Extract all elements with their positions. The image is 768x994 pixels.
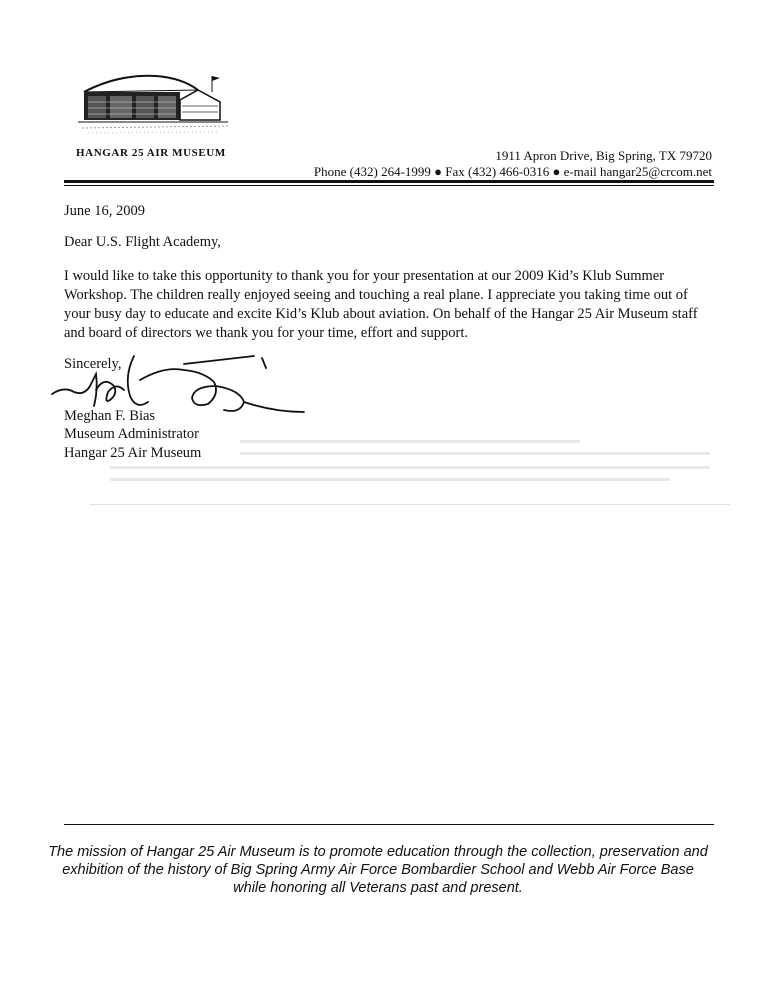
- org-name: HANGAR 25 AIR MUSEUM: [76, 147, 226, 159]
- scan-bleed-through: [90, 432, 730, 522]
- header-rule-thin: [64, 185, 714, 186]
- contact-line: Phone (432) 264-1999 ● Fax (432) 466-0316 ● e-mail hangar25@crcom.net: [313, 164, 712, 179]
- signer-title: Museum Administrator: [64, 426, 199, 442]
- hangar-building-icon: [78, 72, 230, 138]
- closing: Sincerely,: [64, 356, 122, 372]
- signer-name: Meghan F. Bias: [64, 408, 156, 424]
- signer-org: Hangar 25 Air Museum: [64, 445, 202, 461]
- salutation: Dear U.S. Flight Academy,: [64, 234, 221, 250]
- letter-body: I would like to take this opportunity to thank you for your presentation at our 2009 Kid’s Klub Summer Workshop. The children really enjoyed seeing and touching a real plane. I appreciate you taking time out of your busy day to educate and excite Kid’s Klub about aviation. On behalf of the Hangar 25 Air Museum staff and board of directors we thank you for your time, effort and support.: [64, 268, 698, 341]
- mission-statement: The mission of Hangar 25 Air Museum is to promote education through the collection, preservation and exhibition of the history of Big Spring Army Air Force Bombardier School and Webb Air Force Base while honoring all Veterans past and present.: [48, 844, 708, 896]
- header-rule: [64, 180, 714, 183]
- address: 1911 Apron Drive, Big Spring, TX 79720: [495, 148, 712, 163]
- footer-rule: [64, 824, 714, 825]
- letter-date: June 16, 2009: [64, 203, 145, 219]
